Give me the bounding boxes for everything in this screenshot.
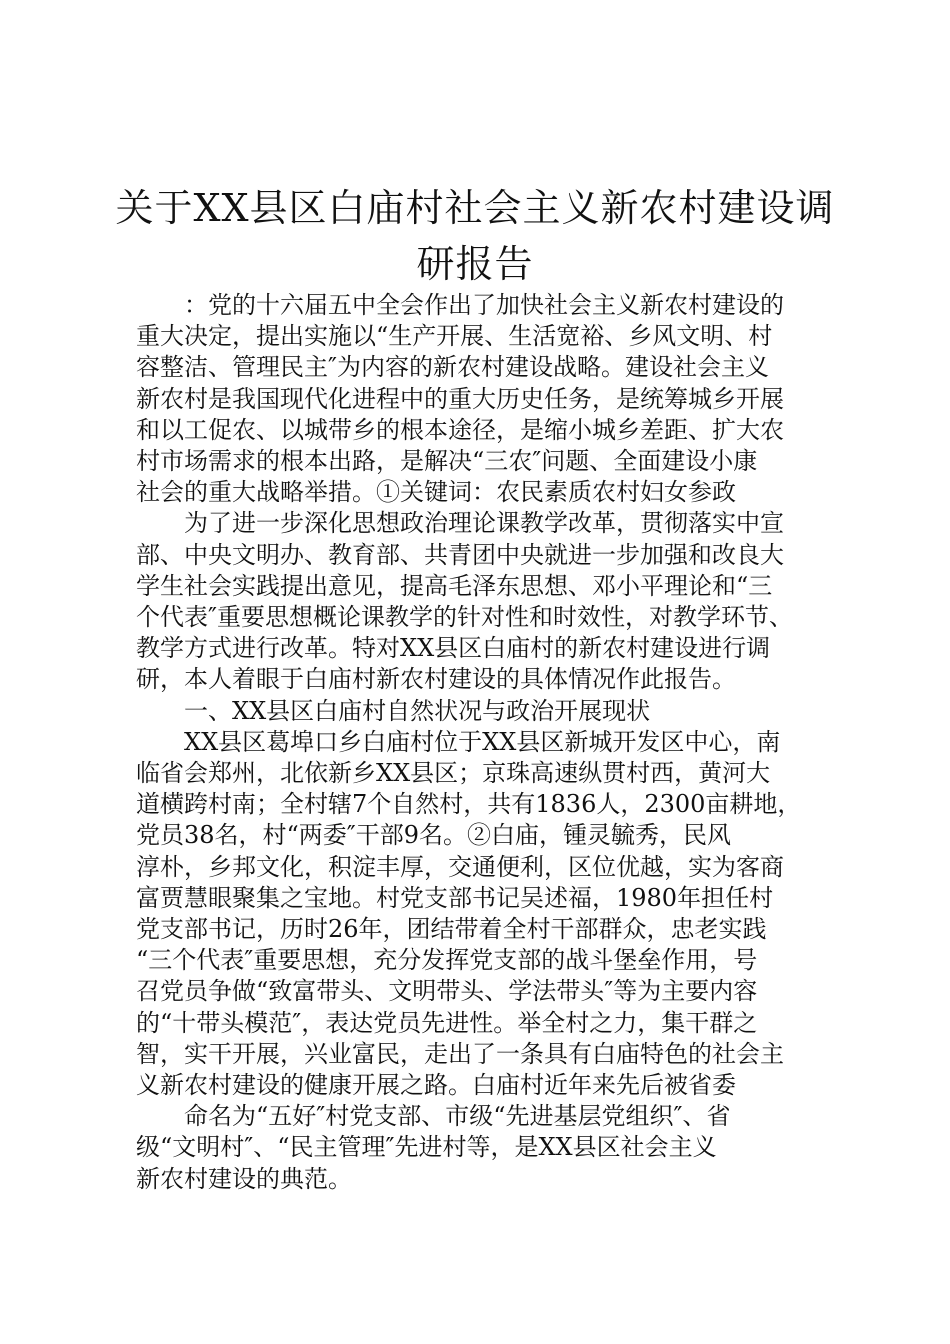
text-line: 学生社会实践提出意见，提高毛泽东思想、邓小平理论和“三 [136,571,773,600]
text-line: ：党的十六届五中全会作出了加快社会主义新农村建设的 [136,291,784,319]
text-line: “三个代表″重要思想，充分发挥党支部的战斗堡垒作用，号 [136,946,758,975]
text-line: 召党员争做“致富带头、文明带头、学法带头″等为主要内容 [136,977,758,1006]
text-line: 社会的重大战略举措。①关键词：农民素质农村妇女参政 [136,478,736,507]
text-line: 新农村是我国现代化进程中的重大历史任务，是统筹城乡开展 [136,384,784,413]
text-line: 党员38名，村“两委″干部9名。②白庙，锺灵毓秀，民风 [136,821,732,850]
text-line: 级“文明村″、“民主管理″先进村等，是XX县区社会主义 [136,1133,717,1162]
section-heading: 一、XX县区白庙村自然状况与政治开展现状 [136,696,651,725]
text-line: 教学方式进行改革。特对XX县区白庙村的新农村建设进行调 [136,634,771,663]
text-line: 新农村建设的典范。 [136,1164,352,1193]
text-line: XX县区葛埠口乡白庙村位于XX县区新城开发区中心，南 [136,727,781,756]
text-line: 部、中央文明办、教育部、共青团中央就进一步加强和改良大 [136,540,784,569]
text-line: 智，实干开展，兴业富民，走出了一条具有白庙特色的社会主 [136,1039,784,1068]
text-line: 村市场需求的根本出路，是解决“三农″问题、全面建设小康 [136,447,758,476]
text-line: 容整洁、管理民主″为内容的新农村建设战略。建设社会主义 [136,353,769,382]
text-line: 道横跨村南；全村辖7个自然村，共有1836人，2300亩耕地， [136,790,802,819]
text-line: 和以工促农、以城带乡的根本途径，是缩小城乡差距、扩大农 [136,415,784,444]
text-line: 临省会郑州，北依新乡XX县区；京珠高速纵贯村西，黄河大 [136,759,771,788]
document-body [136,290,836,1195]
text-line: 命名为“五好″村党支部、市级“先进基层党组织″、省 [136,1102,731,1131]
text-line: 的“十带头模范″，表达党员先进性。举全村之力，集干群之 [136,1008,758,1037]
text-line: 为了进一步深化思想政治理论课教学改革，贯彻落实中宣 [136,509,784,538]
text-line: 淳朴，乡邦文化，积淀丰厚，交通便利，区位优越，实为客商 [136,852,784,881]
document-title-line-2: 研报告 [416,242,534,286]
text-line: 重大决定，提出实施以“生产开展、生活宽裕、乡风文明、村 [136,322,773,351]
document-title-line-1: 关于XX县区白庙村社会主义新农村建设调 [115,186,835,230]
text-line: 富贾慧眼聚集之宝地。村党支部书记吴述福，1980年担任村 [136,883,774,912]
text-line: 个代表″重要思想概论课教学的针对性和时效性，对教学环节、 [136,603,793,632]
text-line: 研，本人着眼于白庙村新农村建设的具体情况作此报告。 [136,665,736,694]
text-line: 党支部书记，历时26年，团结带着全村干部群众，忠老实践 [136,915,767,944]
text-line: 义新农村建设的健康开展之路。白庙村近年来先后被省委 [136,1071,736,1100]
